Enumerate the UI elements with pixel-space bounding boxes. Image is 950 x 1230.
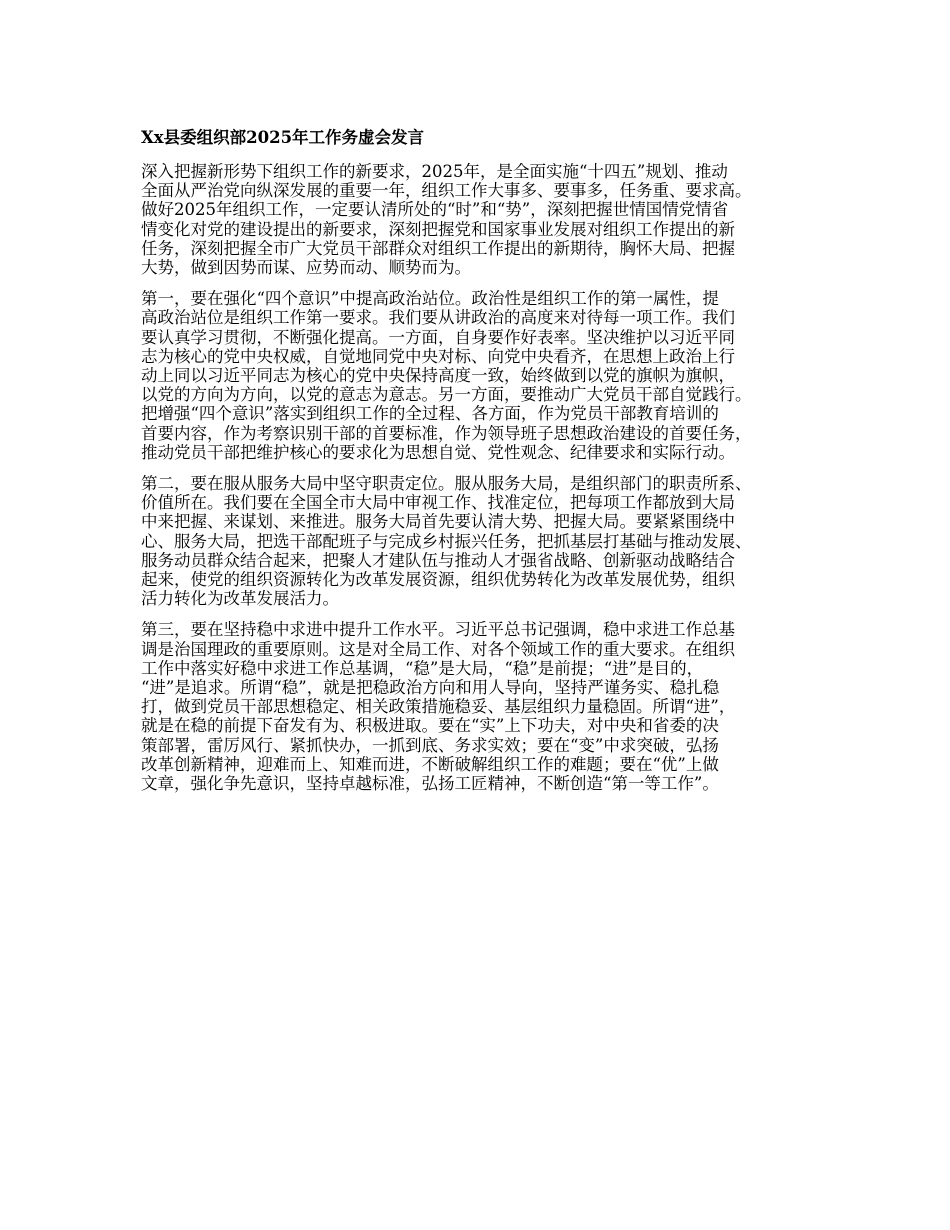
text-line: 第三，要在坚持稳中求进中提升工作水平。习近平总书记强调，稳中求进工作总基 [141,620,735,640]
text-line: 情变化对党的建设提出的新要求，深刻把握党和国家事业发展对组织工作提出的新 [141,219,735,239]
text-line: 价值所在。我们要在全国全市大局中审视工作、找准定位，把每项工作都放到大局 [141,493,735,513]
paragraph-third [141,620,831,793]
text-line: 策部署，雷厉风行、紧抓快办，一抓到底、务求实效；要在“变”中求突破，弘扬 [141,735,719,755]
text-line: 服务动员群众结合起来，把聚人才建队伍与推动人才强省战略、创新驱动战略结合 [141,550,735,570]
text-line: 第二，要在服从服务大局中坚守职责定位。服从服务大局，是组织部门的职责所系、 [141,474,752,494]
text-line: 工作中落实好稳中求进工作总基调，“稳”是大局，“稳”是前提；“进”是目的， [141,658,704,678]
text-line: 改革创新精神，迎难而上、知难而进，不断破解组织工作的难题；要在“优”上做 [141,754,719,774]
text-line: 推动党员干部把维护核心的要求化为思想自觉、党性观念、纪律要求和实际行动。 [141,442,735,462]
text-line: 文章，强化争先意识，坚持卓越标准，弘扬工匠精神，不断创造“第一等工作”。 [141,774,719,794]
text-line: 调是治国理政的重要原则。这是对全局工作、对各个领域工作的重大要求。在组织 [141,639,735,659]
text-line: 把增强“四个意识”落实到组织工作的全过程、各方面，作为党员干部教育培训的 [141,404,719,424]
document-title: Xx县委组织部2025年工作务虚会发言 [141,128,425,147]
text-line: 志为核心的党中央权威，自觉地同党中央对标、向党中央看齐，在思想上政治上行 [141,346,735,366]
text-line: 打，做到党员干部思想稳定、相关政策措施稳妥、基层组织力量稳固。所谓“进”， [141,697,736,717]
text-line: 动上同以习近平同志为核心的党中央保持高度一致，始终做到以党的旗帜为旗帜， [141,366,735,386]
text-line: 大势，做到因势而谋、应势而动、顺势而为。 [141,258,471,278]
document-page [141,126,831,805]
text-line: 全面从严治党向纵深发展的重要一年，组织工作大事多、要事多，任务重、要求高。 [141,181,752,201]
paragraph-intro [141,162,831,277]
text-line: 深入把握新形势下组织工作的新要求，2025年，是全面实施“十四五”规划、推动 [141,162,728,181]
paragraph-second [141,474,831,608]
text-line: 做好2025年组织工作，一定要认清所处的“时”和“势”，深刻把握世情国情党情省 [141,200,729,220]
text-line: 要认真学习贯彻，不断强化提高。一方面，自身要作好表率。坚决维护以习近平同 [141,327,735,347]
text-line: 心、服务大局，把选干部配班子与完成乡村振兴任务，把抓基层打基础与推动发展、 [141,531,752,551]
text-line: 以党的方向为方向，以党的意志为意志。另一方面，要推动广大党员干部自觉践行。 [141,385,752,405]
text-line: 高政治站位是组织工作第一要求。我们要从讲政治的高度来对待每一项工作。我们 [141,308,735,328]
text-line: 就是在稳的前提下奋发有为、积极进取。要在“实”上下功夫，对中央和省委的决 [141,716,719,736]
text-line: 活力转化为改革发展活力。 [141,589,339,609]
paragraph-first [141,289,831,462]
text-line: 首要内容，作为考察识别干部的首要标准，作为领导班子思想政治建设的首要任务， [141,423,752,443]
text-line: 任务，深刻把握全市广大党员干部群众对组织工作提出的新期待，胸怀大局、把握 [141,238,735,258]
text-line: “进”是追求。所谓“稳”，就是把稳政治方向和用人导向，坚持严谨务实、稳扎稳 [141,678,720,698]
text-line: 中来把握、来谋划、来推进。服务大局首先要认清大势、把握大局。要紧紧围绕中 [141,512,735,532]
text-line: 第一，要在强化“四个意识”中提高政治站位。政治性是组织工作的第一属性，提 [141,289,719,309]
text-line: 起来，使党的组织资源转化为改革发展资源，组织优势转化为改革发展优势，组织 [141,570,735,590]
